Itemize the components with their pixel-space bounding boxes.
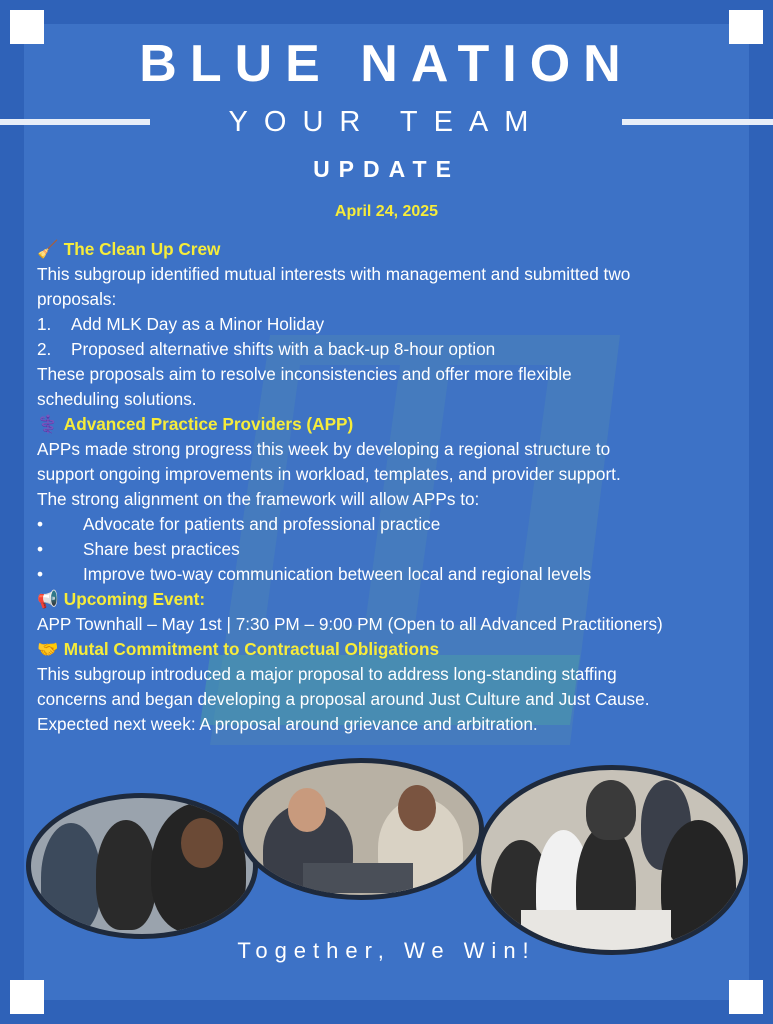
corner-square-bottom-left xyxy=(10,980,44,1014)
section-heading-commitment: 🤝 Mutal Commitment to Contractual Obligations xyxy=(37,637,737,662)
medical-icon: ⚕️ xyxy=(37,414,59,434)
paragraph: This subgroup introduced a major proposal to address long-standing staffing xyxy=(37,664,617,684)
paragraph: Expected next week: A proposal around grievance and arbitration. xyxy=(37,714,538,734)
list-item: 1. Add MLK Day as a Minor Holiday xyxy=(37,314,325,334)
paragraph: These proposals aim to resolve inconsistencies and offer more flexible xyxy=(37,364,572,384)
paragraph: concerns and began developing a proposal around Just Culture and Just Cause. xyxy=(37,689,650,709)
bullet-item: • Advocate for patients and professional practice xyxy=(37,514,441,534)
list-item: 2. Proposed alternative shifts with a back-up 8-hour option xyxy=(37,339,496,359)
section-heading-event: 📢 Upcoming Event: xyxy=(37,587,737,612)
bullet-item: • Share best practices xyxy=(37,539,240,559)
update-date: April 24, 2025 xyxy=(334,203,439,220)
handshake-icon: 🤝 xyxy=(37,639,59,659)
team-photo-center xyxy=(238,758,484,900)
update-label: UPDATE xyxy=(313,156,460,182)
footer-tagline: Together, We Win! xyxy=(237,938,536,963)
corner-square-bottom-right xyxy=(729,980,763,1014)
bullet-item: • Improve two-way communication between local and regional levels xyxy=(37,564,592,584)
poster-subtitle: YOUR TEAM xyxy=(228,106,545,138)
section-heading-clean-up: 🧹 The Clean Up Crew xyxy=(37,237,737,262)
team-photo-left xyxy=(26,793,258,939)
broom-icon: 🧹 xyxy=(37,239,59,259)
event-details: APP Townhall – May 1st | 7:30 PM – 9:00 PM (Open to all Advanced Practitioners) xyxy=(37,614,663,634)
team-photo-right xyxy=(476,765,748,955)
megaphone-icon: 📢 xyxy=(37,589,59,609)
section-heading-app: ⚕️ Advanced Practice Providers (APP) xyxy=(37,412,737,437)
update-content xyxy=(37,237,737,737)
paragraph: scheduling solutions. xyxy=(37,389,197,409)
paragraph: The strong alignment on the framework will allow APPs to: xyxy=(37,489,480,509)
paragraph: proposals: xyxy=(37,289,117,309)
paragraph: APPs made strong progress this week by developing a regional structure to xyxy=(37,439,611,459)
paragraph: This subgroup identified mutual interests with management and submitted two xyxy=(37,264,631,284)
paragraph: support ongoing improvements in workload, templates, and provider support. xyxy=(37,464,621,484)
poster-title: BLUE NATION xyxy=(139,35,634,93)
